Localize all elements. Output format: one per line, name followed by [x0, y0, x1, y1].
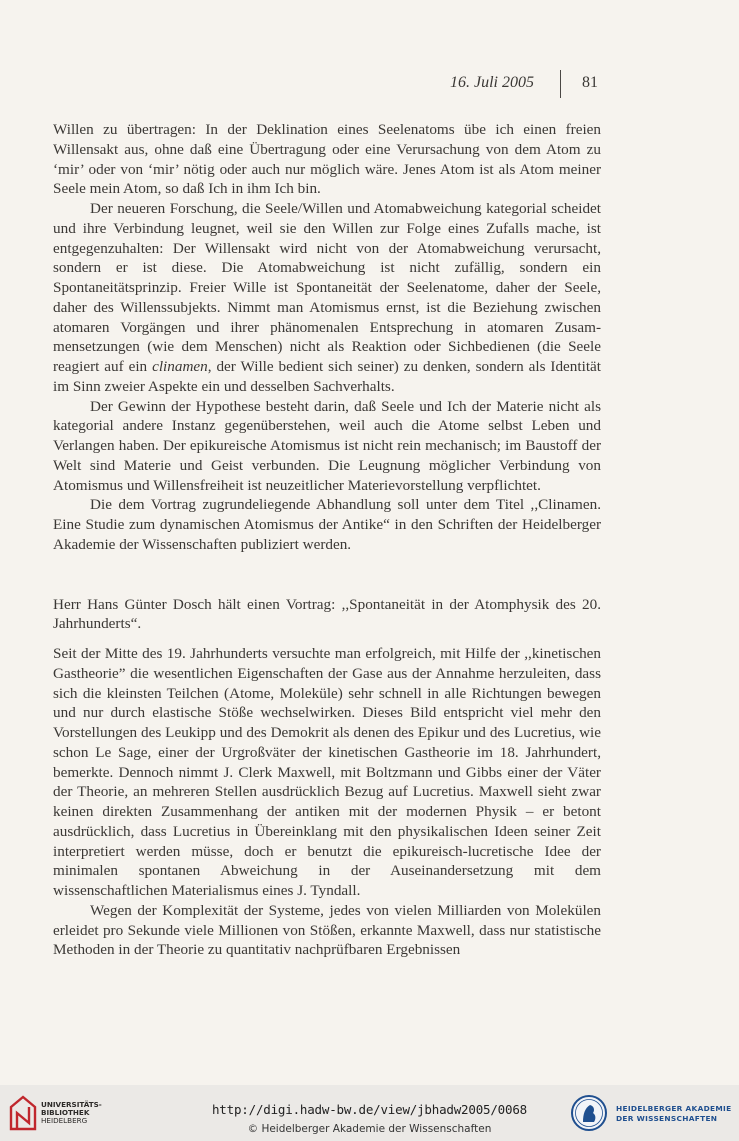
paragraph: Seit der Mitte des 19. Jahrhunderts versuchte man erfolgreich, mit Hilfe der ,,kinetischen Gastheorie” die wesentlichen Eigenschaften der Gase aus der Annahme herzuleiten, dass sich die kleinsten Teilchen (Atome, Moleküle) sehr schnell in alle Richtungen bewegen und nur durch elastische Stöße wechselwirken. Dieses Bild entspricht viel mehr den Vorstellungen des Leukipp und des Demokrit als denen des Epikur und des Lucretius, wie schon Le Sage, einer der Urgroßväter der kinetischen Gastheorie im 18. Jahrhundert, bemerkte. Dennoch nimmt J. Clerk Maxwell, mit Boltzmann und Gibbs einer der Väter der Theorie, an mehreren Stellen ausdrücklich Bezug auf Lucretius. Maxwell sieht zwar keinen direkten Zusammenhang der antiken mit der modernen Physik – er betont ausdrücklich, dass Lucretius in Übereinklang mit den physikalischen Ideen seiner Zeit interpretiert werden müsse, doch er benutzt die epikureisch-lucretische Idee der minimalen spontanen Abweichung in der Auseinandersetzung mit dem wissenschaftlichen Materialismus eines J. Tyndall. — [53, 645, 601, 899]
paragraph: Der neueren Forschung, die Seele/Willen und Atomabweichung kategorial scheidet und ihre Verbindung leugnet, weil sie den Willen zur Folge eines Zufalls mache, ist entgegenzuhalten: Der Willensakt wird nicht von der Atomabweichung verursacht, sondern er ist diese. Die Atomabweichung ist nicht zufällig, sondern ein Spontaneitätsprinzip. Freier Wille ist Spontaneität der Seelenatome, daher der Seele, daher des Willenssubjekts. Nimmt man Atomismus ernst, ist die Beziehung zwischen atomaren Vorgängen und ihrer phänomenalen Entsprechung in atomaren Zusammensetzungen (wie dem Menschen) nicht als Reaktion oder Sichbedienen (die Seele reagiert auf ein clinamen, der Wille bedient sich seiner) zu denken, sondern als Identität im Sinn zweier Aspekte ein und desselben Sachverhalts. — [53, 200, 601, 395]
copyright-notice: © Heidelberger Akademie der Wissenschaften — [247, 1123, 492, 1135]
library-name[interactable]: UNIVERSITÄTS- BIBLIOTHEK HEIDELBERG — [41, 1100, 102, 1125]
lecture-announcement: Herr Hans Günter Dosch hält einen Vortrag: ,,Spontaneität in der Atomphysik des 20. Jahrhunderts“. — [53, 595, 601, 633]
paragraph: Der Gewinn der Hypothese besteht darin, daß Seele und Ich der Materie nicht als kategorial andere Instanz gegenüberstehen, weil auch die Atome selbst Leben und Verlangen haben. Der epikureische Atomismus ist nicht rein mechanisch; im Baustoff der Welt sind Materie und Geist verbunden. Die Leugnung möglicher Verbindung von Atomismus und Willensfreiheit ist neuzeitlicher Materievorstellung verpflichtet. — [53, 397, 601, 494]
emphasis-clinamen: clinamen — [152, 358, 208, 375]
academy-name[interactable]: HEIDELBERGER AKADEMIE DER WISSENSCHAFTEN — [616, 1104, 732, 1123]
header-date: 16. Juli 2005 — [450, 74, 534, 91]
running-header — [0, 70, 739, 100]
body-text — [53, 120, 601, 960]
paragraph: Wegen der Komplexität der Systeme, jedes von vielen Milliarden von Molekülen erleidet pro Sekunde viele Millionen von Stößen, erkannte Maxwell, dass nur statistische Methoden in der Theorie zu quantitativ nachprüfbaren Ergebnissen — [53, 901, 601, 959]
paragraph: Willen zu übertragen: In der Deklination eines Seelenatoms übe ich einen freien Willensakt aus, ohne daß eine Übertragung oder eine Verursachung von dem Atom zu ‘mir’ oder von ‘mir’ nötig oder auch nur möglich wäre. Jenes Atom ist als Atom meiner Seele mein Atom, so daß Ich in ihm Ich bin. — [53, 121, 601, 198]
permalink-url[interactable]: http://digi.hadw-bw.de/view/jbhadw2005/0068 — [211, 1102, 527, 1117]
header-divider — [560, 70, 561, 98]
academy-seal-icon[interactable] — [570, 1094, 608, 1132]
paragraph: Die dem Vortrag zugrundeliegende Abhandlung soll unter dem Titel ,,Clinamen. Eine Studie zum dynamischen Atomismus der Antike“ in den Schriften der Heidelberger Akademie der Wissenschaften publiziert werden. — [53, 496, 601, 553]
digitization-footer — [0, 1085, 739, 1141]
page-number: 81 — [582, 74, 598, 91]
